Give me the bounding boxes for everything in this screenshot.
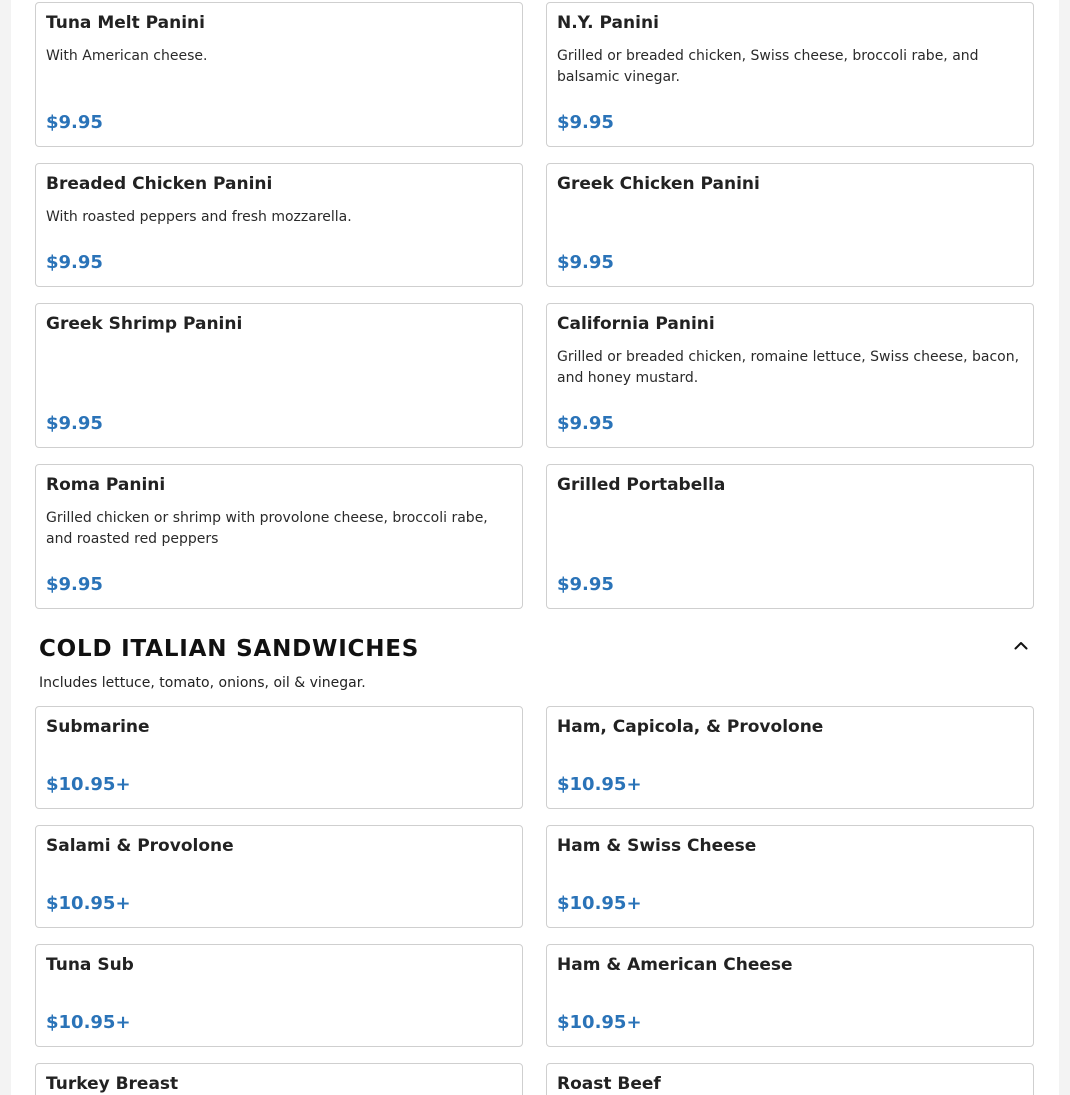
menu-item-card[interactable] [35, 464, 523, 609]
item-price: $9.95 [46, 252, 103, 273]
menu-item-card[interactable] [546, 2, 1034, 147]
cold-sandwich-grid [35, 706, 1034, 1095]
item-name: Submarine [46, 717, 150, 737]
item-price: $10.95+ [46, 1012, 131, 1033]
menu-item-card[interactable] [546, 706, 1034, 809]
item-price: $9.95 [46, 574, 103, 595]
menu-item-card[interactable] [35, 1063, 523, 1095]
menu-item-card[interactable] [546, 825, 1034, 928]
menu-page [11, 0, 1059, 1095]
menu-item-card[interactable] [546, 163, 1034, 287]
item-name: Ham & American Cheese [557, 955, 793, 975]
item-price: $9.95 [46, 112, 103, 133]
item-name: Ham, Capicola, & Provolone [557, 717, 824, 737]
menu-item-card[interactable] [35, 825, 523, 928]
item-name: California Panini [557, 314, 715, 334]
menu-item-card[interactable] [546, 464, 1034, 609]
item-description: Grilled chicken or shrimp with provolone cheese, broccoli rabe, and roasted red peppers [46, 510, 488, 547]
item-price: $9.95 [46, 413, 103, 434]
item-name: Tuna Sub [46, 955, 134, 975]
item-price: $9.95 [557, 413, 614, 434]
menu-item-card[interactable] [35, 163, 523, 287]
item-price: $10.95+ [557, 1012, 642, 1033]
menu-item-card[interactable] [546, 303, 1034, 448]
item-price: $10.95+ [46, 774, 131, 795]
item-description: With American cheese. [46, 48, 208, 64]
item-name: Greek Chicken Panini [557, 174, 760, 194]
item-name: N.Y. Panini [557, 13, 659, 33]
menu-item-card[interactable] [35, 944, 523, 1047]
menu-item-card[interactable] [546, 944, 1034, 1047]
item-price: $10.95+ [557, 774, 642, 795]
menu-item-card[interactable] [35, 303, 523, 448]
item-name: Tuna Melt Panini [46, 13, 205, 33]
item-price: $9.95 [557, 574, 614, 595]
item-description: Grilled or breaded chicken, Swiss cheese, broccoli rabe, and balsamic vinegar. [557, 48, 979, 85]
chevron-up-icon [1014, 641, 1028, 650]
menu-item-card[interactable] [35, 2, 523, 147]
item-name: Grilled Portabella [557, 475, 726, 495]
item-description: Grilled or breaded chicken, romaine lettuce, Swiss cheese, bacon, and honey mustard. [557, 349, 1020, 386]
item-name: Ham & Swiss Cheese [557, 836, 757, 856]
item-name: Greek Shrimp Panini [46, 314, 243, 334]
item-name: Roma Panini [46, 475, 166, 495]
item-price: $9.95 [557, 252, 614, 273]
collapse-section-button[interactable] [1008, 634, 1034, 656]
item-name: Salami & Provolone [46, 836, 234, 856]
item-price: $10.95+ [46, 893, 131, 914]
item-name: Roast Beef [557, 1074, 661, 1094]
item-description: With roasted peppers and fresh mozzarella. [46, 209, 352, 225]
item-name: Turkey Breast [46, 1074, 179, 1094]
item-price: $10.95+ [557, 893, 642, 914]
menu-item-card[interactable] [546, 1063, 1034, 1095]
item-name: Breaded Chicken Panini [46, 174, 273, 194]
section-note: Includes lettuce, tomato, onions, oil & vinegar. [39, 675, 366, 691]
panini-grid [35, 2, 1034, 609]
menu-item-card[interactable] [35, 706, 523, 809]
section-title: COLD ITALIAN SANDWICHES [39, 636, 420, 662]
section-header-cold-italian [39, 632, 1034, 702]
item-price: $9.95 [557, 112, 614, 133]
